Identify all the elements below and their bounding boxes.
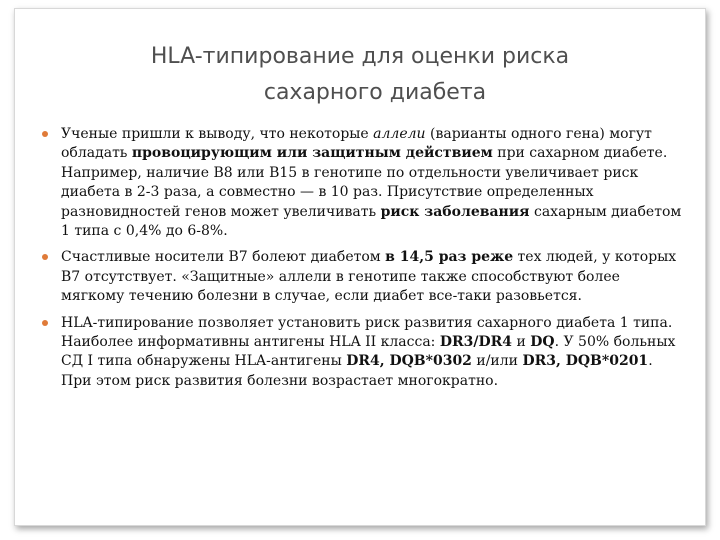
bullet-item-1 (39, 125, 683, 241)
text-run: сахарным диабетом 1 типа с (61, 203, 682, 240)
slide-title (55, 39, 665, 111)
text-run: . При этом риск развития болезни возрастает многократно. (61, 353, 653, 389)
text-run: 0,4% до 6-8%. (125, 223, 228, 240)
text-run: при сахарном диабете. Например, наличие В8 или В15 в генотипе по отдельности увеличивает риск диабета в 2-3 раза, а совместно — в 10 раз. Присутствие определенных разновидностей генов может увеличивать (61, 145, 668, 220)
bold-antigen: DR4, DQB*0302 (346, 353, 472, 370)
text-run: . У 50% больных СД I типа обнаружены HLA-антигены (61, 334, 676, 370)
bold-phrase: риск заболевания (380, 203, 530, 220)
text-run: и (512, 334, 531, 351)
text-run: и/или (471, 353, 523, 370)
title-line-1: HLA-типирование для оценки риска (150, 44, 570, 69)
text-run: Ученые пришли к выводу, что некоторые (61, 126, 374, 142)
text-run: (варианты одного гена) могут обладать (61, 126, 652, 162)
bold-antigen: DR3/DR4 (439, 334, 513, 351)
slide (14, 8, 706, 526)
bold-antigen: DQ (530, 334, 555, 351)
bullet-item-3 (39, 314, 683, 392)
bullet-text (61, 126, 681, 239)
slide-body (39, 125, 683, 398)
title-line-2: сахарного диабета (263, 80, 487, 105)
bullet-text (61, 249, 676, 304)
text-run: Счастливые носители В7 болеют диабетом (61, 249, 386, 266)
italic-term-alleles: аллели (373, 126, 426, 142)
text-run: тех людей, у которых В7 отсутствует. «Защитные» аллели в генотипе также способствуют более мягкому течению болезни в случае, если диабет все-таки разовьется. (61, 249, 677, 305)
text-run: HLA-типирование позволяет установить риск развития сахарного диабета 1 типа. Наиболее информативны антигены HLA II класса: (61, 314, 673, 351)
bullet-dot-icon (42, 254, 48, 260)
bullet-dot-icon (42, 320, 48, 326)
bold-phrase: провоцирующим или защитным действием (131, 145, 493, 162)
bold-antigen: DR3, DQB*0201 (522, 353, 649, 370)
bullet-text (61, 315, 675, 389)
bullet-dot-icon (42, 131, 48, 137)
bullet-item-2 (39, 248, 683, 306)
bold-phrase: в 14,5 раз реже (385, 249, 514, 266)
